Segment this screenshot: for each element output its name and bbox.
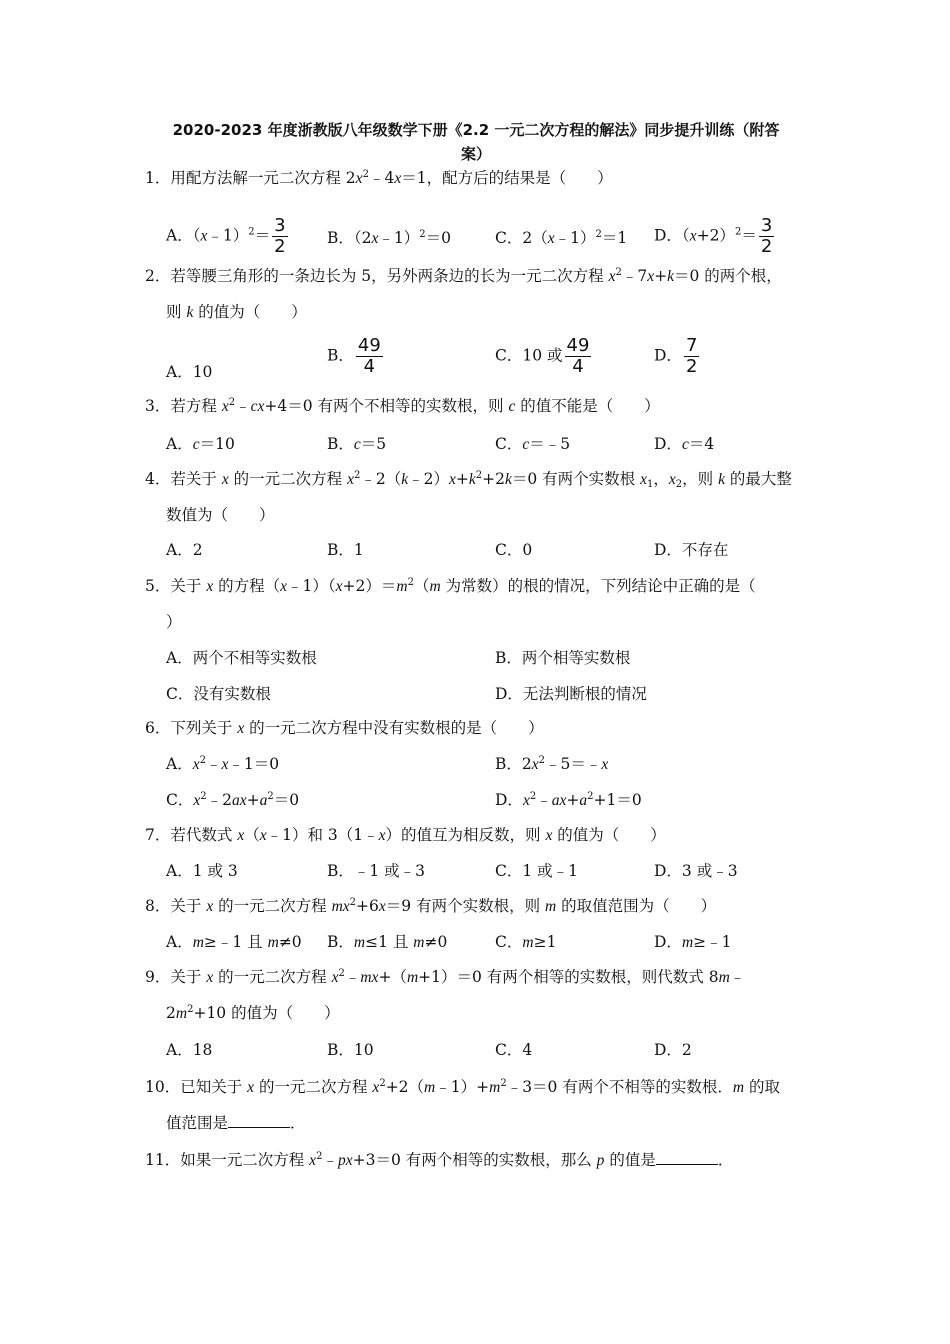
var: x — [448, 471, 456, 488]
text: D． — [495, 791, 523, 809]
question-11 — [145, 1142, 817, 1179]
var: c — [681, 436, 689, 453]
var: x — [259, 827, 267, 844]
text: ． — [290, 1114, 306, 1132]
title-line-2: 案） — [460, 145, 491, 163]
q8-option-a — [166, 930, 302, 955]
text: B．2 — [495, 755, 532, 773]
text: B．（2 — [327, 229, 372, 247]
text: ＝1，配方后的结果是（ ） — [401, 169, 613, 187]
var: m — [396, 578, 408, 595]
text: 的一元二次方程 — [213, 968, 332, 986]
text: ＝10 — [199, 435, 235, 453]
var: x — [221, 756, 229, 773]
q2-option-b — [327, 336, 385, 377]
var: a — [551, 792, 560, 809]
q4-option-c: C．0 — [495, 541, 533, 559]
question-4 — [145, 461, 817, 498]
q5-option-d: D．无法判断根的情况 — [495, 685, 647, 703]
text: + — [455, 470, 469, 488]
text: + — [566, 791, 580, 809]
var: k — [718, 471, 725, 488]
text: ﹣5＝﹣ — [545, 755, 602, 773]
text: ＝0 的两个根， — [674, 267, 782, 285]
text: B． — [327, 435, 354, 453]
text: A． — [166, 933, 193, 951]
var: m — [406, 969, 419, 986]
var: x — [559, 792, 567, 809]
text: 的值为（ ） — [552, 826, 666, 844]
text: 的一元二次方程中没有实数根的是（ ） — [244, 719, 544, 737]
var: x — [280, 578, 288, 595]
q8-option-b — [327, 930, 447, 955]
question-6 — [145, 710, 817, 747]
q2-option-d — [654, 336, 701, 377]
q3-option-a — [166, 432, 235, 457]
exponent: 2 — [316, 1151, 323, 1162]
var: x — [547, 230, 555, 247]
var: x — [531, 756, 539, 773]
denominator: 2 — [685, 356, 698, 377]
text: （ — [413, 577, 430, 595]
text: ）的值互为相反数，则 — [385, 826, 546, 844]
var: x — [192, 756, 200, 773]
text: ＝1 — [601, 229, 628, 247]
q6-option-d — [495, 788, 642, 813]
text: ﹣1）（ — [287, 577, 336, 595]
text: A． — [166, 755, 193, 773]
text: D． — [654, 933, 682, 951]
var: m — [424, 1079, 436, 1096]
q6-option-b — [495, 752, 608, 777]
q9-option-c: C．4 — [495, 1041, 533, 1059]
text: 为常数）的根的情况，下列结论中正确的是（ — [440, 577, 756, 595]
var: m — [522, 934, 534, 951]
text: ﹣ — [235, 397, 251, 415]
var: m — [732, 1079, 745, 1096]
var: p — [337, 1152, 346, 1169]
text: ﹣1） — [207, 226, 249, 245]
var: m — [413, 934, 425, 951]
var: x — [206, 969, 214, 986]
text: D． — [654, 435, 682, 453]
var: m — [429, 578, 441, 595]
var: x — [237, 720, 245, 737]
exponent: 2 — [379, 1078, 386, 1089]
text: C．2（ — [495, 229, 548, 247]
denominator: 2 — [760, 236, 773, 257]
text: + — [246, 791, 260, 809]
text: 2 — [166, 1004, 176, 1022]
text: 若等腰三角形的一条边长为 5，另外两条边的长为一元二次方程 — [170, 267, 609, 285]
question-5-line-2: ） — [166, 613, 182, 631]
text: ＝0 — [425, 229, 452, 247]
text: +10 的值为（ ） — [193, 1004, 340, 1022]
text: +2（ — [385, 1078, 425, 1096]
text: ＝9 有两个实数根，则 — [385, 897, 545, 915]
q5-option-b: B．两个相等实数根 — [495, 649, 631, 667]
q3-option-c — [495, 432, 570, 457]
var: x — [247, 1079, 255, 1096]
var: x — [668, 471, 676, 488]
answer-blank[interactable] — [656, 1150, 718, 1165]
document-title — [140, 118, 812, 166]
text: ﹣1） — [554, 229, 596, 247]
fraction — [684, 336, 699, 377]
exponent: 2 — [248, 226, 255, 238]
exponent: 2 — [475, 470, 483, 481]
var: k — [401, 471, 409, 488]
q7-option-c: C．1 或﹣1 — [495, 862, 579, 880]
fraction — [272, 216, 287, 257]
var: x — [221, 471, 229, 488]
text: ﹣ — [344, 968, 361, 986]
var: c — [250, 398, 258, 415]
text: ﹣7 — [621, 267, 648, 285]
q5-option-c: C．没有实数根 — [166, 685, 271, 703]
text: C．10 或 — [495, 346, 563, 365]
var: m — [192, 934, 204, 951]
subscript: 1 — [646, 479, 654, 490]
text: 的一元二次方程 — [228, 470, 348, 488]
var: k — [468, 471, 476, 488]
exponent: 2 — [199, 755, 206, 766]
var: x — [335, 578, 343, 595]
text: ≥﹣1 — [693, 933, 732, 951]
text: ＝ — [741, 226, 757, 245]
question-number: 7． — [145, 826, 171, 844]
var: x — [206, 578, 214, 595]
text: +4＝0 有两个不相等的实数根，则 — [264, 397, 509, 415]
exponent: 2 — [349, 897, 357, 908]
q2-option-c — [495, 336, 593, 377]
text: ， — [653, 470, 669, 488]
exponent: 2 — [228, 397, 236, 408]
var: m — [681, 934, 694, 951]
text: 的最大整 — [724, 470, 792, 488]
text: ＝﹣5 — [529, 435, 571, 453]
q6-option-c — [166, 788, 299, 813]
text: 的值是 — [604, 1151, 656, 1169]
text: D． — [654, 346, 682, 365]
text: 的取值范围为（ ） — [556, 897, 717, 915]
text: ﹣2） — [408, 470, 449, 488]
question-number: 6． — [145, 719, 171, 737]
exponent: 2 — [529, 791, 537, 802]
text: +2 — [482, 470, 505, 488]
exponent: 2 — [407, 577, 414, 588]
text: 的一元二次方程 — [213, 897, 332, 915]
text: ﹣1）和 3（1﹣ — [266, 826, 379, 844]
numerator: 49 — [357, 335, 381, 356]
exponent: 2 — [538, 755, 546, 766]
var: m — [331, 898, 343, 915]
var: x — [608, 268, 616, 285]
text: ﹣2（ — [360, 470, 402, 488]
q8-option-c — [495, 930, 556, 955]
var: x — [689, 227, 697, 245]
q9-option-b: B．10 — [327, 1041, 374, 1059]
text: +1）＝0 有两个相等的实数根，则代数式 8 — [418, 968, 719, 986]
var: m — [267, 934, 279, 951]
q1-option-a — [166, 216, 290, 257]
question-number: 5． — [145, 577, 171, 595]
question-number: 11． — [145, 1151, 181, 1169]
text: ＝5 — [360, 435, 387, 453]
text: （ — [244, 826, 260, 844]
q7-option-b: B．﹣1 或﹣3 — [327, 862, 426, 880]
title-line-1: 2020-2023 年度浙教版八年级数学下册《2.2 一元二次方程的解法》同步提升训练（附答 — [172, 121, 780, 139]
question-number: 8． — [145, 897, 171, 915]
var: x — [640, 471, 647, 488]
exponent: 2 — [734, 226, 742, 238]
text: +2）＝ — [342, 577, 397, 595]
text: B． — [327, 933, 354, 951]
var: k — [504, 471, 512, 488]
var: x — [237, 827, 245, 844]
text: 值范围是 — [166, 1114, 229, 1132]
text: C． — [495, 933, 523, 951]
var: m — [718, 969, 730, 986]
text: ﹣1）+ — [435, 1078, 490, 1096]
text: ﹣ — [322, 1151, 338, 1169]
text: B． — [327, 346, 354, 365]
text: 若方程 — [170, 397, 222, 415]
question-2 — [145, 258, 817, 295]
text: +6 — [356, 897, 379, 915]
exponent: 2 — [595, 229, 602, 240]
answer-blank[interactable] — [228, 1113, 290, 1128]
text: C． — [495, 435, 523, 453]
text: ≥1 — [533, 933, 557, 951]
text: ≠0 — [424, 933, 448, 951]
fraction — [565, 336, 592, 377]
question-2-line-2 — [166, 294, 307, 331]
var: x — [239, 792, 247, 809]
question-number: 3． — [145, 397, 171, 415]
var: m — [175, 1005, 188, 1022]
text: ≠0 — [278, 933, 302, 951]
text: 若代数式 — [170, 826, 238, 844]
var: c — [522, 436, 530, 453]
q6-option-a — [166, 752, 279, 777]
text: ﹣ — [729, 968, 746, 986]
var: x — [309, 1152, 317, 1169]
question-8 — [145, 888, 817, 925]
var: x — [193, 792, 201, 809]
var: x — [331, 969, 339, 986]
question-number: 2． — [145, 267, 171, 285]
text: ﹣1） — [378, 229, 420, 247]
var: a — [579, 792, 588, 809]
exponent: 2 — [419, 229, 426, 240]
fraction — [759, 216, 774, 257]
text: ． — [717, 1151, 734, 1169]
var: x — [347, 471, 354, 488]
q2-option-a: A．10 — [166, 363, 213, 381]
q4-option-d: D．不存在 — [654, 541, 729, 559]
text: ＝4 — [688, 435, 715, 453]
text: C． — [166, 791, 194, 809]
exponent: 2 — [267, 791, 274, 802]
text: 下列关于 — [170, 719, 238, 737]
q3-option-d — [654, 432, 714, 457]
text: 关于 — [170, 968, 207, 986]
var: x — [345, 1152, 353, 1169]
text: ，则 — [682, 470, 719, 488]
q8-option-d — [654, 930, 732, 955]
text: ﹣ — [205, 755, 222, 773]
exponent: 2 — [615, 267, 622, 278]
var: m — [489, 1079, 501, 1096]
var: c — [192, 436, 200, 453]
text: +3＝0 有两个相等的实数根，那么 — [352, 1151, 597, 1169]
exponent: 2 — [338, 968, 345, 979]
var: x — [394, 170, 402, 187]
numerator: 49 — [566, 335, 590, 356]
text: 用配方法解一元二次方程 2 — [170, 169, 356, 187]
fraction — [356, 336, 383, 377]
var: x — [545, 827, 553, 844]
text: D．（ — [654, 226, 690, 245]
text: 的取 — [744, 1078, 780, 1096]
q4-option-a: A．2 — [166, 541, 203, 559]
text: 则 — [166, 303, 187, 321]
text: 已知关于 — [180, 1078, 248, 1096]
text: 的值为（ ） — [193, 303, 307, 321]
text: 的一元二次方程 — [254, 1078, 373, 1096]
exponent: 2 — [200, 791, 207, 802]
text: +2） — [696, 226, 735, 245]
numerator: 3 — [274, 215, 286, 236]
question-number: 9． — [145, 968, 171, 986]
exponent: 2 — [187, 1004, 194, 1015]
var: c — [508, 398, 516, 415]
text: 关于 — [170, 897, 207, 915]
q3-option-b — [327, 432, 386, 457]
q5-option-a: A．两个不相等实数根 — [166, 649, 317, 667]
q4-option-b: B．1 — [327, 541, 364, 559]
q9-option-d: D．2 — [654, 1041, 692, 1059]
question-5 — [145, 568, 817, 605]
text: 若关于 — [170, 470, 222, 488]
var: x — [257, 398, 265, 415]
denominator: 4 — [363, 356, 376, 377]
text: +（ — [378, 968, 407, 986]
var: x — [378, 827, 386, 844]
question-4-line-2: 数值为（ ） — [166, 506, 275, 524]
var: x — [206, 898, 214, 915]
var: m — [353, 934, 366, 951]
var: x — [355, 170, 363, 187]
exponent: 2 — [362, 169, 369, 180]
subscript: 2 — [675, 479, 683, 490]
question-7 — [145, 817, 817, 854]
text: ﹣2 — [206, 791, 233, 809]
var: x — [378, 898, 386, 915]
q1-option-d — [654, 216, 776, 257]
var: k — [186, 304, 194, 321]
var: x — [601, 756, 609, 773]
text: ＝0 — [273, 791, 300, 809]
q1-option-c — [495, 226, 627, 251]
numerator: 7 — [685, 335, 698, 356]
question-10-line-2 — [166, 1105, 306, 1141]
text: A． — [166, 435, 193, 453]
var: x — [372, 1079, 380, 1096]
var: p — [596, 1152, 605, 1169]
q7-option-d: D．3 或﹣3 — [654, 862, 738, 880]
question-number: 4． — [145, 470, 171, 488]
text: ﹣3＝0 有两个不相等的实数根． — [506, 1078, 733, 1096]
var: a — [259, 792, 268, 809]
text: ＝0 有两个实数根 — [511, 470, 641, 488]
question-1 — [145, 160, 817, 197]
var: x — [371, 230, 379, 247]
exponent: 2 — [587, 791, 594, 802]
text: +1＝0 — [593, 791, 642, 809]
text: + — [654, 267, 668, 285]
q9-option-a: A．18 — [166, 1041, 213, 1059]
text: ≥﹣1 且 — [203, 933, 268, 951]
question-3 — [145, 388, 817, 425]
var: k — [667, 268, 675, 285]
text: ﹣4 — [368, 169, 395, 187]
text: ﹣ — [536, 791, 552, 809]
text: 关于 — [170, 577, 207, 595]
text: ≤1 且 — [365, 933, 414, 951]
question-9 — [145, 959, 817, 996]
var: x — [342, 898, 350, 915]
text: 的值不能是（ ） — [515, 397, 660, 415]
question-9-line-2 — [166, 995, 340, 1032]
q7-option-a: A．1 或 3 — [166, 862, 238, 880]
var: x — [522, 792, 530, 809]
var: c — [353, 436, 361, 453]
question-10 — [145, 1069, 817, 1106]
denominator: 2 — [274, 236, 286, 257]
var: m — [545, 898, 557, 915]
text: A．（ — [166, 226, 201, 245]
question-number: 10． — [145, 1078, 181, 1096]
var: x — [371, 969, 379, 986]
var: a — [232, 792, 240, 809]
numerator: 3 — [760, 215, 773, 236]
denominator: 4 — [572, 356, 584, 377]
text: ＝ — [254, 226, 271, 245]
var: x — [221, 398, 229, 415]
text: 的方程（ — [213, 577, 281, 595]
var: m — [360, 969, 372, 986]
q1-option-b — [327, 226, 451, 251]
exponent: 2 — [353, 470, 361, 481]
exponent: 2 — [500, 1078, 507, 1089]
text: 如果一元二次方程 — [180, 1151, 310, 1169]
question-number: 1． — [145, 169, 171, 187]
var: x — [200, 227, 208, 245]
text: ﹣1＝0 — [228, 755, 280, 773]
var: x — [647, 268, 655, 285]
